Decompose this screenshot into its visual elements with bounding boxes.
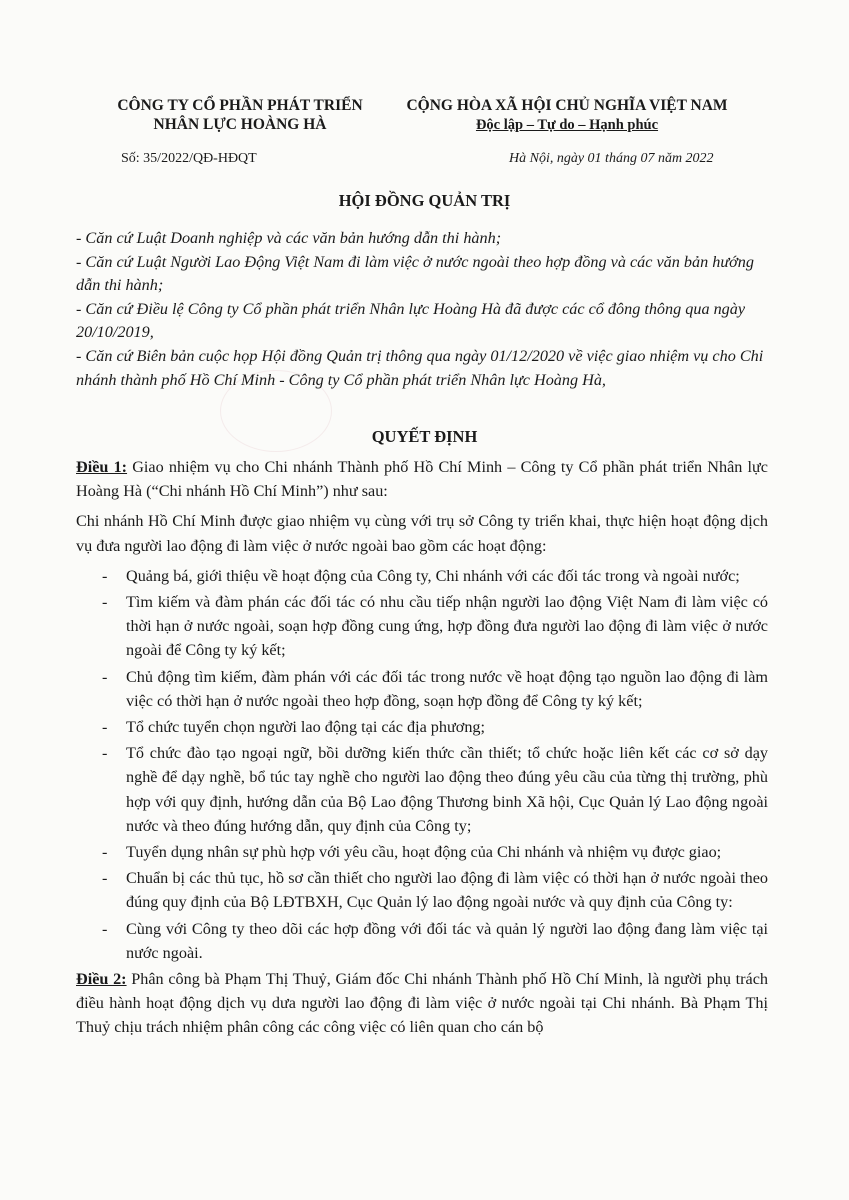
decision-body	[76, 455, 768, 1046]
article-1	[76, 455, 768, 503]
article-2	[76, 967, 768, 1040]
dash-bullet: -	[102, 667, 108, 686]
task-item	[76, 590, 768, 663]
legal-bases	[76, 227, 768, 392]
company-name-line2: NHÂN LỰC HOÀNG HÀ	[153, 116, 327, 133]
issuer-title: HỘI ĐỒNG QUẢN TRỊ	[338, 191, 511, 210]
legal-basis-item: - Căn cứ Biên bản cuộc họp Hội đồng Quản trị thông qua ngày 01/12/2020 về việc giao nhiệm vụ cho Chi nhánh thành phố Hồ Chí Minh - Công ty Cổ phần phát triển Nhân lực Hoàng Hà,	[76, 346, 764, 389]
task-item	[76, 741, 768, 838]
task-item	[76, 665, 768, 713]
task-item	[76, 866, 768, 914]
task-text: Chủ động tìm kiếm, đàm phán với các đối tác trong nước về hoạt động tạo nguồn lao động đi làm việc có thời hạn ở nước ngoài theo hợp đồng, soạn hợp đồng để Công ty ký kết;	[126, 667, 768, 710]
article-1-intro: Chi nhánh Hồ Chí Minh được giao nhiệm vụ cùng với trụ sở Công ty triển khai, thực hiện hoạt động dịch vụ đưa người lao động đi làm việc ở nước ngoài bao gồm các hoạt động:	[76, 512, 768, 555]
task-text: Tìm kiếm và đàm phán các đối tác có nhu cầu tiếp nhận người lao động Việt Nam đi làm việc có thời hạn ở nước ngoài, soạn hợp đồng cung ứng, hợp đồng đưa người lao động đi làm việc ở nước ngoài để Công ty ký kết;	[126, 593, 768, 660]
national-motto: Độc lập – Tự do – Hạnh phúc	[475, 117, 659, 133]
legal-basis-item: - Căn cứ Điều lệ Công ty Cổ phần phát triển Nhân lực Hoàng Hà đã được các cổ đông thông qua ngày 20/10/2019,	[76, 299, 746, 342]
task-text: Cùng với Công ty theo dõi các hợp đồng với đối tác và quản lý người lao động đang làm việc tại nước ngoài.	[126, 919, 768, 962]
task-text: Tổ chức đào tạo ngoại ngữ, bồi dưỡng kiến thức cần thiết; tổ chức hoặc liên kết các cơ sở dạy nghề để dạy nghề, bổ túc tay nghề cho người lao động theo đúng yêu cầu của từng thị trường, phù hợp với quy định, hướng dẫn của Bộ Lao động Thương binh Xã hội, Cục Quản lý Lao động ngoài nước và theo đúng hướng dẫn, quy định của Công ty;	[126, 744, 768, 835]
dash-bullet: -	[102, 593, 108, 612]
task-text: Tuyển dụng nhân sự phù hợp với yêu cầu, hoạt động của Chi nhánh và nhiệm vụ được giao;	[126, 843, 722, 862]
task-item	[76, 564, 768, 588]
place-and-date: Hà Nội, ngày 01 tháng 07 năm 2022	[509, 151, 714, 166]
legal-basis-item: - Căn cứ Luật Người Lao Động Việt Nam đi làm việc ở nước ngoài theo hợp đồng và các văn bản hướng dẫn thi hành;	[76, 252, 754, 295]
decision-title: QUYẾT ĐỊNH	[371, 427, 478, 446]
article-2-label: Điều 2:	[76, 970, 127, 989]
article-1-label: Điều 1:	[76, 458, 128, 476]
document-number: Số: 35/2022/QĐ-HĐQT	[121, 151, 257, 166]
task-text: Chuẩn bị các thủ tục, hồ sơ cần thiết cho người lao động đi làm việc có thời hạn ở nước ngoài theo đúng quy định của Bộ LĐTBXH, Cục Quản lý lao động ngoài nước và quy định của Công ty:	[126, 869, 768, 912]
task-text: Tổ chức tuyển chọn người lao động tại các địa phương;	[126, 718, 486, 737]
dash-bullet: -	[102, 718, 108, 737]
dash-bullet: -	[102, 919, 108, 938]
task-item	[76, 840, 768, 864]
article-1-text: Giao nhiệm vụ cho Chi nhánh Thành phố Hồ Chí Minh – Công ty Cổ phần phát triển Nhân lực Hoàng Hà (“Chi nhánh Hồ Chí Minh”) như sau:	[76, 458, 768, 501]
national-title: CỘNG HÒA XÃ HỘI CHỦ NGHĨA VIỆT NAM	[406, 97, 728, 114]
national-header	[402, 96, 732, 135]
dash-bullet: -	[102, 843, 108, 862]
dash-bullet: -	[102, 744, 108, 763]
task-item	[76, 917, 768, 965]
dash-bullet: -	[102, 566, 108, 585]
company-name-line1: CÔNG TY CỔ PHẦN PHÁT TRIỂN	[117, 97, 363, 114]
legal-basis-item: - Căn cứ Luật Doanh nghiệp và các văn bản hướng dẫn thi hành;	[76, 229, 502, 247]
article-2-text: Phân công bà Phạm Thị Thuỷ, Giám đốc Chi nhánh Thành phố Hồ Chí Minh, là người phụ trách điều hành hoạt động dịch vụ dưa người lao động đi làm việc ở nước ngoài tại Chi nhánh. Bà Phạm Thị Thuỷ chịu trách nhiệm phân công các công việc có liên quan cho cán bộ	[76, 970, 769, 1037]
company-header	[100, 96, 380, 134]
dash-bullet: -	[102, 869, 108, 888]
task-list	[76, 564, 768, 965]
task-text: Quảng bá, giới thiệu về hoạt động của Công ty, Chi nhánh với các đối tác trong và ngoài nước;	[126, 566, 740, 585]
task-item	[76, 715, 768, 739]
